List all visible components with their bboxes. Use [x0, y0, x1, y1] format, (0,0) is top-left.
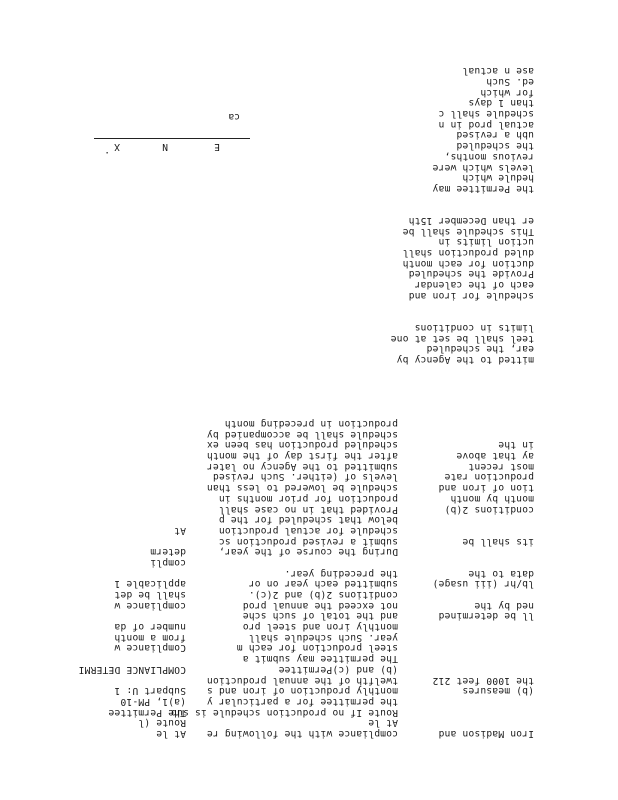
right-text-line: teel shall be set at one — [390, 332, 534, 344]
main-text-line: submitted to the Agency no later — [206, 460, 398, 472]
main-text-line: During the course of the year, — [218, 546, 398, 558]
right-text-line: er than December 15th — [408, 215, 534, 226]
margin-label-line: The Permittee — [108, 706, 186, 718]
header-rule — [94, 138, 250, 139]
right-text-line — [374, 620, 534, 631]
main-text-line: the permittee for a particular y — [206, 695, 398, 707]
margin-label-line: applicable 1 — [114, 578, 186, 590]
right-text-line — [374, 407, 534, 418]
right-text-line: production rate — [444, 471, 534, 483]
right-text-line: Provide the scheduled — [408, 268, 534, 280]
margin-label-line — [26, 567, 186, 578]
main-text-line: (b) and (c)Permittee — [278, 663, 398, 675]
margin-label-line: compliance w — [114, 599, 186, 611]
right-text-line — [374, 514, 534, 525]
right-text-line — [374, 364, 534, 375]
right-text-line — [374, 546, 534, 557]
margin-label-line: (a)1, PM-10 — [120, 695, 186, 707]
main-text-line: steel production for each m — [236, 642, 398, 654]
main-text-line: submit a revised production sc — [218, 535, 398, 547]
margin-label-line — [26, 535, 186, 546]
right-text-line — [374, 588, 534, 599]
right-text-line: ay that above — [456, 450, 534, 462]
right-text-line: duled production shall — [402, 247, 534, 259]
main-text-line: below that scheduled for the p — [218, 514, 398, 526]
right-text-line: Iron Madison and — [438, 728, 534, 739]
right-text-line — [374, 193, 534, 204]
right-text-line: conditions 2(b) — [444, 503, 534, 515]
margin-label-line: number of da — [114, 621, 186, 633]
main-text-line: and the total of such sche — [242, 610, 398, 622]
margin-label-line: shall be det — [114, 589, 186, 601]
main-text-line: schedule shall be accompanied by — [206, 428, 398, 440]
right-text-line: than 1 days — [468, 97, 534, 109]
main-text-line: The permittee may submit a — [242, 653, 398, 665]
right-text-line — [374, 311, 534, 322]
right-text-line — [374, 663, 534, 674]
right-text-line: schedule shall c — [438, 108, 534, 120]
right-text-line: ed. Such — [486, 76, 534, 88]
right-text-line — [374, 300, 534, 311]
margin-label-line: COMPLIANCE DETERMI — [78, 663, 186, 675]
margin-label-line: At le — [156, 728, 186, 739]
right-text-line — [374, 556, 534, 567]
right-text-line — [374, 631, 534, 642]
main-text-line: compliance with the following re — [206, 728, 398, 739]
header-sub-text: ca — [228, 111, 240, 122]
right-text-line: each of the calendar — [414, 279, 534, 291]
main-text-line: monthly production of iron and s — [206, 685, 398, 697]
right-text-line: levels which were — [432, 161, 534, 173]
right-text-line: schedule for iron and — [408, 289, 534, 301]
right-text-line: lb/hr (iii usage) — [432, 578, 534, 590]
right-text-line: the Permittee may — [432, 182, 534, 194]
right-text-line: (b) measures — [462, 685, 534, 697]
right-text-line: ubh a revised — [456, 129, 534, 141]
right-text-line — [374, 717, 534, 728]
right-text-line: tion of iron and — [438, 482, 534, 494]
right-text-line — [374, 695, 534, 706]
right-text-line: its shall be — [462, 535, 534, 547]
header-row — [94, 72, 250, 152]
right-text-line — [374, 524, 534, 535]
right-text-line — [374, 396, 534, 407]
right-text-line: uction limits in — [438, 236, 534, 248]
main-text-line: after the first day of the month — [206, 450, 398, 462]
main-text-line: scheduled production has been ex — [206, 439, 398, 451]
main-text-line: monthly iron and steel pro — [242, 621, 398, 633]
right-text-line — [374, 417, 534, 428]
right-text-line — [374, 428, 534, 439]
right-text-column — [374, 65, 534, 738]
margin-label-line: Compliance w — [114, 642, 186, 654]
right-text-line — [374, 385, 534, 396]
margin-label-line: Route (l — [138, 717, 186, 729]
main-text-line: production for prior months in — [218, 492, 398, 504]
right-text-line — [374, 642, 534, 653]
left-margin-text-column — [26, 524, 186, 738]
header-col-x: X — [114, 141, 120, 152]
margin-label-line: At — [174, 524, 186, 536]
header-col-e: E — [214, 141, 220, 152]
right-text-line: ll be determined — [438, 610, 534, 622]
main-text-line: production in preceding month — [224, 418, 398, 430]
right-text-line: for which — [480, 86, 534, 98]
right-text-line: ned by the — [474, 599, 534, 611]
right-text-line: hedule which — [462, 172, 534, 184]
main-text-line: At le — [368, 717, 398, 729]
margin-label-line: Subpart U: 1 — [114, 685, 186, 697]
right-text-line — [374, 375, 534, 386]
right-text-line: month by month — [450, 492, 534, 504]
right-text-line: revious months, — [444, 150, 534, 162]
right-text-line: actual prod in n — [438, 118, 534, 130]
main-text-line: Route If no production schedule is sub — [170, 706, 398, 718]
right-text-line: the scheduled — [456, 140, 534, 152]
right-text-line: most recent — [468, 460, 534, 472]
margin-label-line: compli — [150, 557, 186, 568]
margin-label-line — [26, 674, 186, 685]
main-text-line: levels of (either. Such revised — [212, 471, 398, 483]
right-text-line: mitted to the Agency by — [396, 353, 534, 365]
right-text-line — [374, 706, 534, 717]
main-text-line: the preceding year. — [284, 567, 398, 579]
right-text-line: limits in conditions — [414, 321, 534, 333]
main-text-line: schedule be lowered to less than — [206, 482, 398, 494]
main-text-line: submitted each year on or — [248, 578, 398, 590]
right-text-line: ase n actual — [462, 65, 534, 77]
main-text-line: not exceed the annual prod — [242, 599, 398, 611]
right-text-line: duction for each month — [402, 257, 534, 269]
right-text-line — [374, 653, 534, 664]
margin-dot: . — [104, 149, 110, 160]
right-text-line: This schedule shall be — [402, 225, 534, 237]
main-text-line: twelfth of the annual production — [206, 674, 398, 686]
main-text-line: Provided that in no case shall — [218, 503, 398, 515]
right-text-line — [374, 204, 534, 215]
right-text-line: the 1000 feet 212 — [432, 674, 534, 686]
main-text-line: conditions 2(b) and 2(c). — [248, 589, 398, 601]
header-col-n: N — [162, 141, 168, 152]
right-text-line: data to the — [468, 567, 534, 579]
main-text-line: year. Such schedule shall — [248, 631, 398, 643]
main-text-line: schedule for actual production — [218, 524, 398, 536]
margin-label-line: determ — [150, 546, 186, 558]
margin-label-line — [26, 610, 186, 621]
right-text-line: in the — [498, 439, 534, 451]
margin-label-line — [26, 653, 186, 664]
margin-label-line: from a month — [114, 631, 186, 643]
right-text-line: ear, the scheduled — [426, 343, 534, 355]
